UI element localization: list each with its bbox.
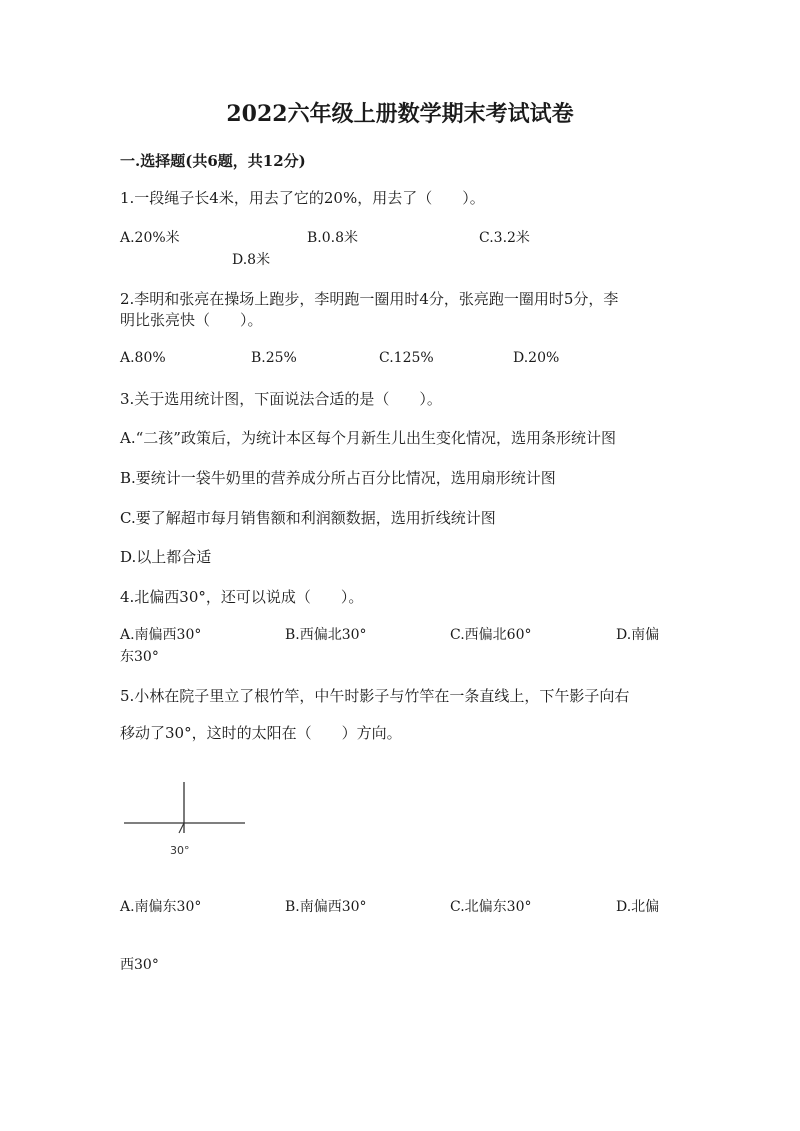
question-4-option-c: C.西偏北60° <box>450 627 532 643</box>
question-1-option-c: C.3.2米 <box>479 230 530 246</box>
angle-label: 30° <box>170 844 190 857</box>
question-1-option-b: B.0.8米 <box>307 230 359 246</box>
question-3-stem: 3.关于选用统计图，下面说法合适的是（ ）。 <box>120 390 442 408</box>
question-5-option-a: A.南偏东30° <box>120 899 202 915</box>
bamboo-shadow-diagram <box>118 778 258 858</box>
question-4-option-d: D.南偏 <box>616 627 660 643</box>
question-5-stem-line-1: 5.小林在院子里立了根竹竿，中午时影子与竹竿在一条直线上，下午影子向右 <box>120 687 630 705</box>
question-2-option-b: B.25% <box>251 350 297 366</box>
section-heading: 一.选择题(共6题，共12分) <box>120 152 306 170</box>
question-4-stem: 4.北偏西30°，还可以说成（ ）。 <box>120 588 364 606</box>
question-3-option-b: B.要统计一袋牛奶里的营养成分所占百分比情况，选用扇形统计图 <box>120 469 556 487</box>
question-2-option-d: D.20% <box>513 350 560 366</box>
question-1-option-d: D.8米 <box>232 252 271 268</box>
question-5-stem-line-2: 移动了30°，这时的太阳在（ ）方向。 <box>120 724 402 742</box>
question-2-stem-line-2: 明比张亮快（ ）。 <box>120 311 263 329</box>
question-5-option-c: C.北偏东30° <box>450 899 532 915</box>
question-2-stem-line-1: 2.李明和张亮在操场上跑步，李明跑一圈用时4分，张亮跑一圈用时5分，李 <box>120 290 619 308</box>
question-2-option-a: A.80% <box>120 350 166 366</box>
question-4-option-a: A.南偏西30° <box>120 627 202 643</box>
question-3-option-a: A.“二孩”政策后，为统计本区每个月新生儿出生变化情况，选用条形统计图 <box>120 429 616 447</box>
question-3-option-d: D.以上都合适 <box>120 548 212 566</box>
question-1-option-a: A.20%米 <box>120 230 180 246</box>
page-title: 2022六年级上册数学期末考试试卷 <box>226 101 574 127</box>
question-4-option-d-continued: 东30° <box>120 649 159 665</box>
shadow-line <box>179 823 184 833</box>
question-4-option-b: B.西偏北30° <box>285 627 367 643</box>
question-5-option-d: D.北偏 <box>616 899 660 915</box>
question-5-option-b: B.南偏西30° <box>285 899 367 915</box>
question-2-option-c: C.125% <box>379 350 434 366</box>
question-5-option-d-continued: 西30° <box>120 957 159 973</box>
question-3-option-c: C.要了解超市每月销售额和利润额数据，选用折线统计图 <box>120 509 496 527</box>
question-1-stem: 1.一段绳子长4米，用去了它的20%，用去了（ ）。 <box>120 189 485 207</box>
